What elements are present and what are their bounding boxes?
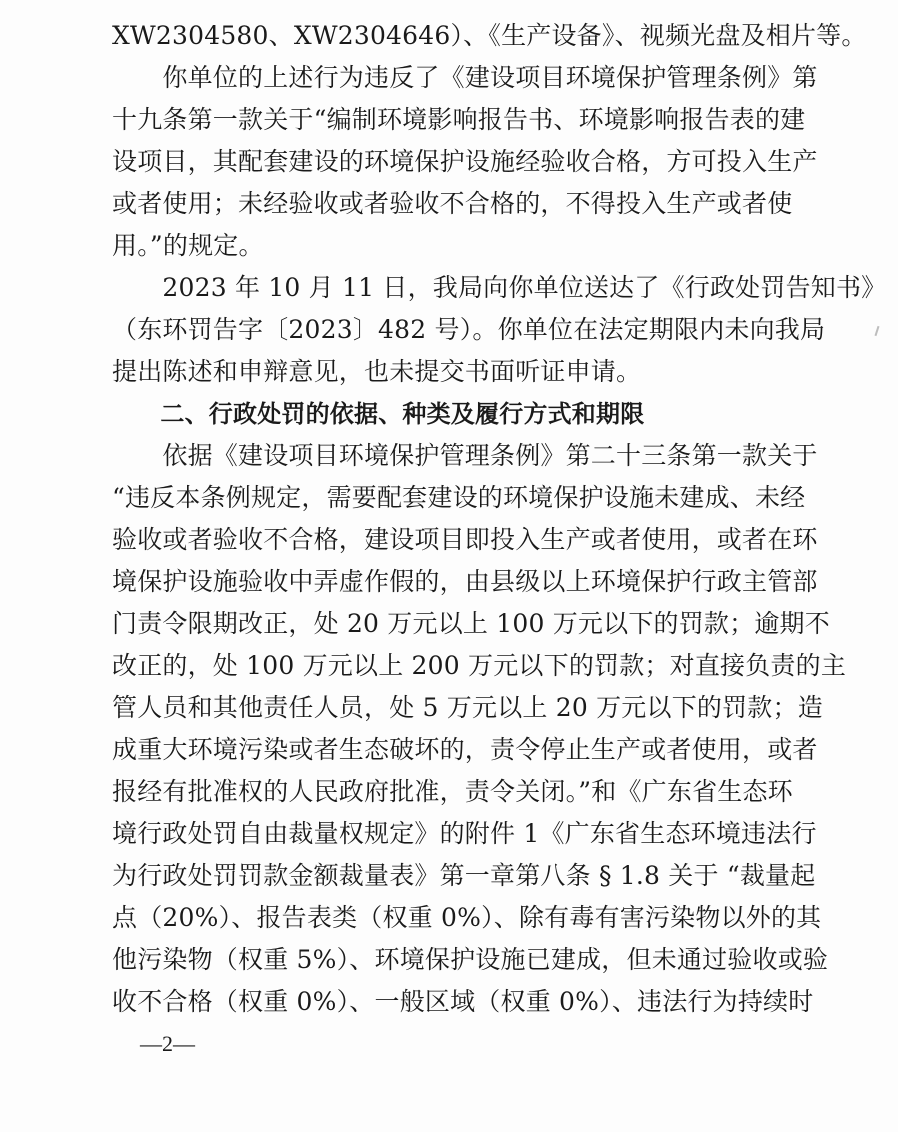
text-line: 2023 年 10 月 11 日，我局向你单位送达了《行政处罚告知书》: [112, 273, 887, 302]
text-line: 收不合格（权重 0%）、一般区域（权重 0%）、违法行为持续时: [112, 987, 814, 1016]
scan-mark: [875, 326, 880, 336]
page-number: —2—: [140, 1031, 195, 1056]
text-line: （东环罚告字〔2023〕482 号）。你单位在法定期限内未向我局: [112, 315, 826, 344]
text-line: XW2304580、XW2304646）、《生产设备》、视频光盘及相片等。: [112, 21, 867, 50]
text-line: 境保护设施验收中弄虚作假的，由县级以上环境保护行政主管部: [112, 567, 818, 596]
text-line: 门责令限期改正，处 20 万元以上 100 万元以下的罚款；逾期不: [112, 609, 830, 638]
text-line: “违反本条例规定，需要配套建设的环境保护设施未建成、未经: [112, 483, 806, 512]
text-line: 管人员和其他责任人员，处 5 万元以上 20 万元以下的罚款；造: [112, 693, 823, 722]
text-line: 用。”的规定。: [112, 231, 264, 260]
text-line: 境行政处罚自由裁量权规定》的附件 1《广东省生态环境违法行: [112, 819, 817, 848]
text-line: 依据《建设项目环境保护管理条例》第二十三条第一款关于: [112, 441, 818, 470]
text-line: 点（20%）、报告表类（权重 0%）、除有毒有害污染物以外的其: [112, 903, 822, 932]
text-line: 设项目，其配套建设的环境保护设施经验收合格，方可投入生产: [112, 147, 818, 176]
text-line: 十九条第一款关于“编制环境影响报告书、环境影响报告表的建: [112, 105, 806, 134]
text-line: 提出陈述和申辩意见，也未提交书面听证申请。: [112, 357, 642, 386]
text-line: 成重大环境污染或者生态破坏的，责令停止生产或者使用，或者: [112, 735, 818, 764]
text-line: 为行政处罚罚款金额裁量表》第一章第八条 § 1.8 关于 “裁量起: [112, 861, 816, 890]
text-line: 报经有批准权的人民政府批准，责令关闭。”和《广东省生态环: [112, 777, 793, 806]
text-line: 他污染物（权重 5%）、环境保护设施已建成，但未通过验收或验: [112, 945, 829, 974]
text-line: 或者使用；未经验收或者验收不合格的，不得投入生产或者使: [112, 189, 793, 218]
section-heading: 二、行政处罚的依据、种类及履行方式和期限: [112, 400, 645, 428]
text-line: 验收或者验收不合格，建设项目即投入生产或者使用，或者在环: [112, 525, 818, 554]
text-line: 你单位的上述行为违反了《建设项目环境保护管理条例》第: [112, 63, 818, 92]
text-line: 改正的，处 100 万元以上 200 万元以下的罚款；对直接负责的主: [112, 651, 847, 680]
